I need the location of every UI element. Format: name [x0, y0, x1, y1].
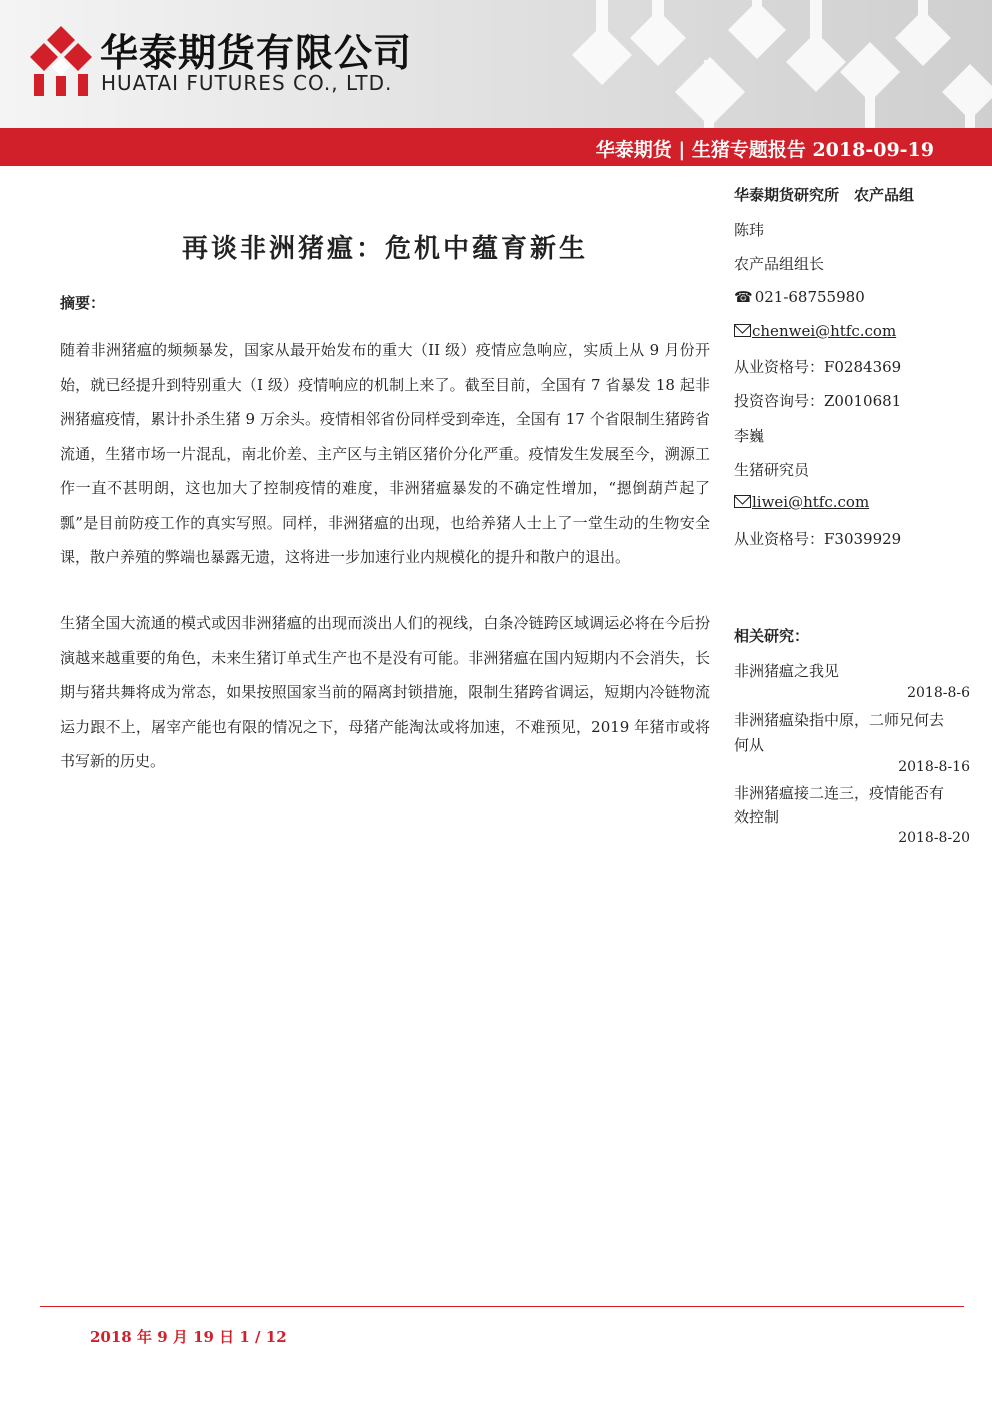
- analyst2-email-row: [734, 493, 869, 511]
- email-icon: [734, 324, 751, 337]
- analyst1-phone-row: [734, 288, 865, 306]
- analyst1-email-row: [734, 322, 896, 340]
- analyst1-email[interactable]: chenwei@htfc.com: [752, 322, 897, 340]
- analyst2-license: 从业资格号：F3039929: [734, 530, 902, 548]
- company-name-cn: 华泰期货有限公司: [100, 31, 413, 75]
- analyst1-role: 农产品组组长: [734, 255, 825, 273]
- footer-divider: [40, 1306, 964, 1307]
- company-name-en: HUATAI FUTURES CO., LTD.: [101, 71, 393, 95]
- report-title: 再谈非洲猪瘟：危机中蕴育新生: [181, 234, 588, 264]
- summary-paragraph-1: 随着非洲猪瘟的频频暴发，国家从最开始发布的重大（II 级）疫情应急响应，实质上从 9 月份开始，就已经提升到特别重大（I 级）疫情响应的机制上来了。截至目前，全国有 7 省暴发 18 起非洲猪瘟疫情，累计扑杀生猪 9 万余头。疫情相邻省份同样受到牵连，全国有 17 个省限制生猪跨省流通，生猪市场一片混乱，南北价差、主产区与主销区猪价分化严重。疫情发生发展至今，溯源工作一直不甚明朗，这也加大了控制疫情的难度，非洲猪瘟暴发的不确定性增加，“摁倒葫芦起了瓢”是目前防疫工作的真实写照。同样，非洲猪瘟的出现，也给养猪人士上了一堂生动的生物安全课，散户养殖的弊端也暴露无遗，这将进一步加速行业内规模化的提升和散户的退出。: [60, 341, 710, 566]
- summary-paragraph-2: 生猪全国大流通的模式或因非洲猪瘟的出现而淡出人们的视线，白条冷链跨区域调运必将在今后扮演越来越重要的角色，未来生猪订单式生产也不是没有可能。非洲猪瘟在国内短期内不会消失，长期与猪共舞将成为常态，如果按照国家当前的隔离封锁措施，限制生猪跨省调运，短期内冷链物流运力跟不上，屠宰产能也有限的情况之下，母猪产能淘汰或将加速，不难预见，2019 年猪市或将书写新的历史。: [60, 614, 710, 770]
- related-item-2[interactable]: 非洲猪瘟染指中原，二师兄何去: [734, 711, 945, 729]
- email-icon: [734, 495, 751, 508]
- analyst1-consult: 投资咨询号：Z0010681: [734, 392, 902, 410]
- analyst1-license: 从业资格号：F0284369: [734, 358, 902, 376]
- related-research-label: 相关研究：: [734, 627, 810, 645]
- analyst1-name: 陈玮: [734, 221, 765, 239]
- report-banner: [0, 128, 992, 166]
- footer-date-page: 2018 年 9 月 19 日 1 / 12: [90, 1328, 287, 1346]
- phone-icon: ☎: [734, 288, 753, 306]
- related-item-3-cont[interactable]: 效控制: [734, 808, 780, 826]
- related-date-3: 2018-8-20: [898, 830, 970, 846]
- summary-label: 摘要：: [60, 294, 106, 312]
- related-item-1[interactable]: 非洲猪瘟之我见: [734, 662, 840, 680]
- related-item-2-cont[interactable]: 何从: [734, 736, 765, 754]
- analyst2-role: 生猪研究员: [734, 461, 810, 479]
- huatai-logo-icon: [30, 24, 92, 96]
- analyst2-email[interactable]: liwei@htfc.com: [752, 493, 870, 511]
- analyst2-name: 李巍: [734, 427, 765, 445]
- analyst1-phone: 021-68755980: [754, 288, 865, 306]
- institute-label: 华泰期货研究所 农产品组: [734, 186, 915, 204]
- related-item-3[interactable]: 非洲猪瘟接二连三，疫情能否有: [734, 784, 945, 802]
- page-header: [0, 0, 992, 128]
- report-line: 华泰期货 | 生猪专题报告 2018-09-19: [595, 139, 934, 161]
- related-date-2: 2018-8-16: [898, 759, 970, 775]
- related-date-1: 2018-8-6: [907, 685, 970, 701]
